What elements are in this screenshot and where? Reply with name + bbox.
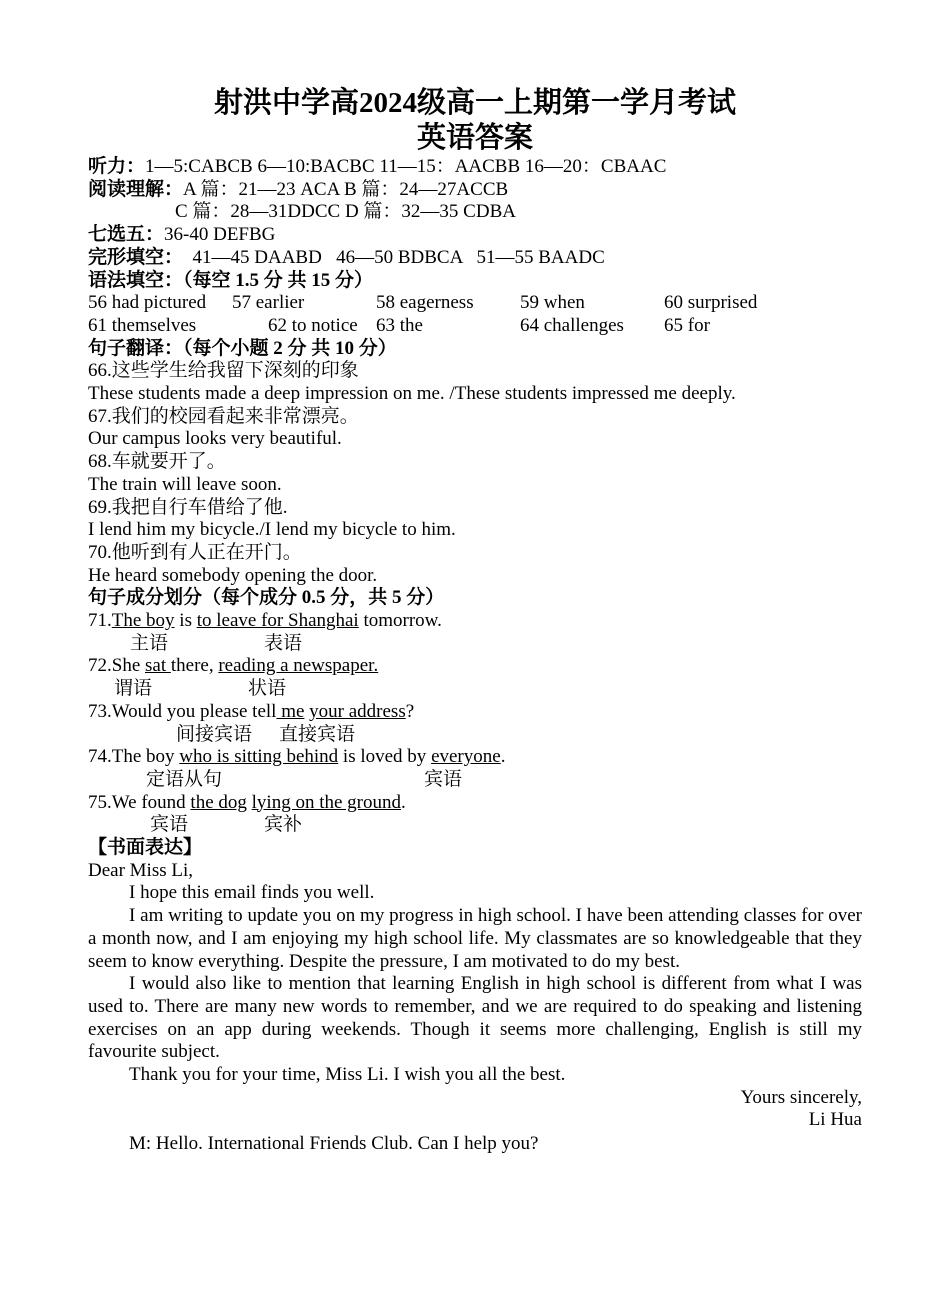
grammar-row-2 [88,315,862,338]
title-line-2: 英语答案 [416,122,533,154]
seven-five-answers [88,224,862,247]
translation-cn: 66.这些学生给我留下深刻的印象 [88,360,359,382]
underlined-direct-object: your address [309,700,406,722]
sentence-text: 72.She [88,655,145,677]
grammar-answer: 64 challenges [520,314,624,336]
letter-paragraph: I hope this email finds you well. [129,882,375,904]
sentence-text: . [500,746,506,768]
letter-paragraph: I am writing to update you on my progress in high school. I have been attending classes for over a month now, and I am enjoying my high school life. My classmates are so knowledgeable that they seem to know everything. Despite the pressure, I am motivated to do my best. [88,905,862,972]
seven-five-label: 七选五： [88,224,165,246]
translation-en: Our campus looks very beautiful. [88,428,342,450]
reading-line-1: A 篇：21—23 ACA B 篇：24—27ACCB [183,178,509,200]
translation-cn: 70.他听到有人正在开门。 [88,541,302,563]
label-subject: 主语 [130,632,169,654]
label-attributive-clause: 定语从句 [146,768,223,790]
cloze-text: 41—45 DAABD 46—50 BDBCA 51—55 BAADC [183,246,605,268]
reading-label: 阅读理解： [88,178,184,200]
underlined-object-complement: lying on the ground [251,791,401,813]
sentence-75 [88,792,862,815]
label-object: 宾语 [150,814,189,836]
translation-en: The train will leave soon. [88,473,282,495]
annotation-73 [88,724,862,747]
grammar-answer: 65 for [664,314,710,336]
grammar-answer: 58 eagerness [376,292,474,314]
translation-en: I lend him my bicycle./I lend my bicycle to him. [88,519,456,541]
sentence-text: is [174,610,197,632]
grammar-row-1 [88,292,862,315]
underlined-predicate: sat [145,655,171,677]
letter-paragraph: Thank you for your time, Miss Li. I wish you all the best. [129,1064,566,1086]
translation-en: He heard somebody opening the door. [88,564,378,586]
underlined-predicative: to leave for Shanghai [196,610,359,632]
salutation: Dear Miss Li, [88,859,194,881]
sentence-text: . [401,791,406,813]
listening-text: 1—5:CABCB 6—10:BACBC 11—15：AACBB 16—20：CBAAC [145,156,667,177]
annotation-74 [88,769,862,792]
grammar-answer: 59 when [520,292,585,314]
label-indirect-object: 间接宾语 [176,723,253,745]
title-line-1: 射洪中学高2024级高一上期第一学月考试 [213,87,736,119]
grammar-label: 语法填空：（每空 1.5 分 共 15 分） [88,269,374,291]
sentence-73 [88,701,862,724]
translation-cn: 67.我们的校园看起来非常漂亮。 [88,405,359,427]
underlined-object: the dog [190,791,247,813]
translation-label: 句子翻译：（每个小题 2 分 共 10 分） [88,337,397,359]
listening-label: 听力： [88,156,146,177]
label-predicate: 谓语 [114,678,153,700]
label-predicative: 表语 [264,632,303,654]
writing-label: 【书面表达】 [88,837,203,859]
analysis-label: 句子成分划分（每个成分 0.5 分，共 5 分） [88,587,445,609]
grammar-answer: 57 earlier [232,292,305,314]
sentence-text: 75.We found [88,791,191,813]
translation-cn: 68.车就要开了。 [88,451,226,473]
grammar-answer: 60 surprised [664,292,758,314]
grammar-answer: 61 themselves [88,314,197,336]
seven-five-text: 36-40 DEFBG [164,224,276,246]
sentence-71 [88,610,862,633]
grammar-answer: 63 the [376,314,423,336]
sentence-74 [88,746,862,769]
label-adverbial: 状语 [248,678,287,700]
page-title [88,86,862,156]
reading-answers [88,179,862,202]
underlined-adverbial: reading a newspaper. [218,655,379,677]
reading-line-2: C 篇：28—31DDCC D 篇：32—35 CDBA [175,201,516,223]
sentence-text: 74.The boy [88,746,180,768]
sentence-text: ? [405,700,415,722]
label-direct-object: 直接宾语 [279,723,356,745]
sentence-text: there, [170,655,219,677]
annotation-72 [88,678,862,701]
listening-answers [88,156,862,179]
underlined-indirect-object: me [276,700,305,722]
sentence-72 [88,655,862,678]
translation-cn: 69.我把自行车借给了他. [88,496,288,518]
sentence-text: tomorrow. [358,610,442,632]
underlined-attributive-clause: who is sitting behind [179,746,339,768]
answer-sheet [88,86,862,1156]
sentence-text: is loved by [338,746,432,768]
transcript-line: M: Hello. International Friends Club. Can I help you? [129,1133,539,1155]
sentence-text: 71. [88,610,112,632]
annotation-75 [88,814,862,837]
sentence-text: 73.Would you please tell [88,700,277,722]
cloze-answers [88,247,862,270]
reading-answers-2 [88,201,862,224]
grammar-answer: 56 had pictured [88,292,207,314]
annotation-71 [88,633,862,656]
grammar-answer: 62 to notice [268,314,358,336]
cloze-label: 完形填空： [88,246,184,268]
label-object-complement: 宾补 [264,814,303,836]
closing: Yours sincerely, [740,1086,862,1108]
signature: Li Hua [808,1109,862,1131]
translation-en: These students made a deep impression on me. /These students impressed me deeply. [88,383,736,405]
underlined-object: everyone [431,746,501,768]
letter-paragraph: I would also like to mention that learning English in high school is different from what I was used to. There are many new words to remember, and we are required to do speaking and listening exercises on an app during weekends. Though it seems more challenging, English is still my favourite subject. [88,973,862,1063]
label-object: 宾语 [424,768,463,790]
underlined-subject: The boy [111,610,175,632]
